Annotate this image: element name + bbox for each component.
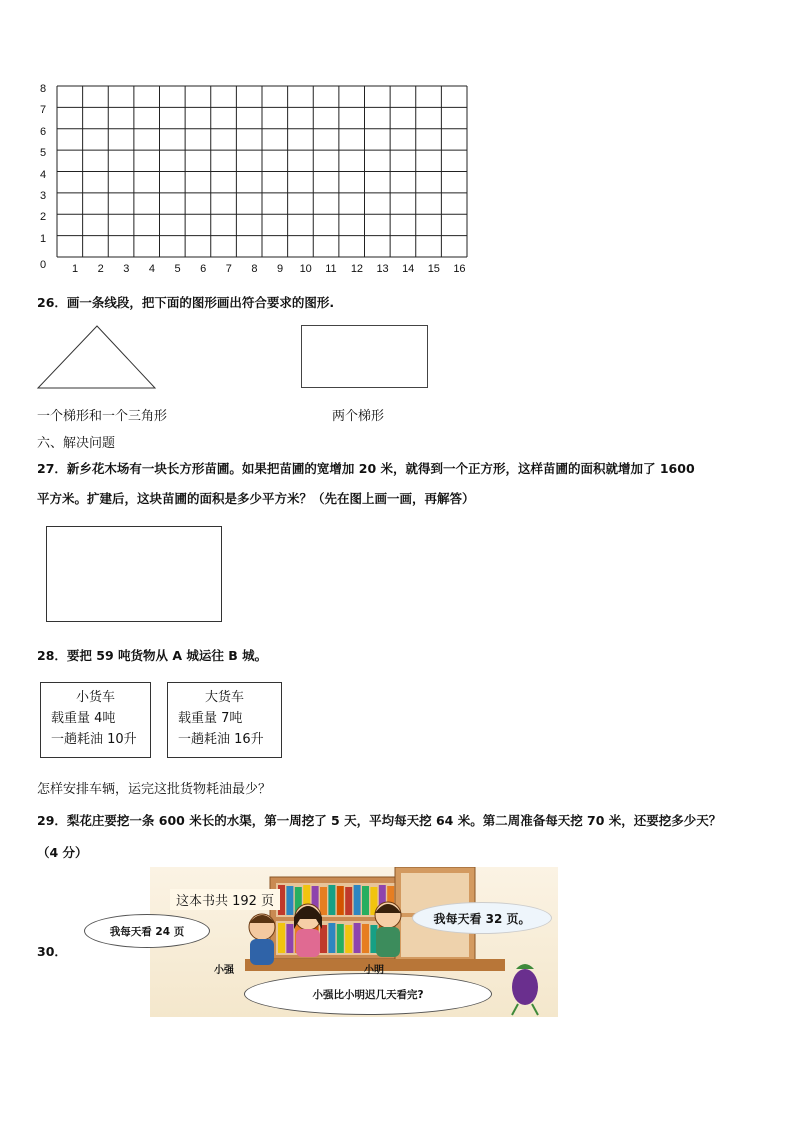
grid-x-label: 1 [71,263,79,275]
label-trapezoid-triangle: 一个梯形和一个三角形 [37,409,168,424]
grid-x-label: 16 [453,263,466,275]
grid-x-label: 13 [376,263,389,275]
big-truck-card [167,682,282,758]
question-28-question: 怎样安排车辆，运完这批货物耗油最少？ [37,782,272,797]
rectangle-figure [301,325,428,388]
small-truck-card [40,682,151,758]
name-xiaoming: 小明 [364,965,384,976]
question-26-text: 26．画一条线段，把下面的图形画出符合要求的图形. [37,295,335,310]
small-truck-title: 小货车 [75,690,115,705]
grid-y-label: 7 [40,104,47,117]
grid-x-label: 5 [174,263,181,275]
big-truck-load: 载重量 7吨 [178,711,243,726]
grid-x-label: 2 [97,263,104,275]
grid-x-label: 8 [251,263,258,275]
reading-illustration [109,867,558,1017]
grid-y-label: 2 [40,211,47,224]
question-28-text: 28．要把 59 吨货物从 A 城运往 B 城。 [37,648,268,663]
grid-x-label: 15 [427,263,440,275]
speech-bubble-question: 小强比小明迟几天看完? [244,973,492,1015]
grid-y-label: 3 [40,190,47,202]
grid-x-label: 10 [299,263,312,275]
question-29-line1: 29．梨花庄要挖一条 600 米长的水渠，第一周挖了 5 天，平均每天挖 64 米。第二周准备每天挖 70 米，还要挖多少天？ [37,813,722,828]
grid-y-label: 5 [40,147,47,160]
grid-x-label: 12 [350,263,364,275]
grid-x-label: 3 [123,263,130,275]
nursery-rectangle [46,526,222,622]
big-truck-title: 大货车 [204,690,244,705]
grid-y-label: 0 [40,259,47,271]
grid-x-label: 4 [148,263,155,275]
section-title: 六、解决问题 [37,436,116,451]
grid-x-label: 6 [200,263,207,275]
speech-bubble-xiaoming: 我每天看 32 页。 [412,902,552,934]
grid-x-label: 14 [402,263,415,275]
question-27-line1: 27．新乡花木场有一块长方形苗圃。如果把苗圃的宽增加 20 米，就得到一个正方形，这样苗圃的面积就增加了 1600 [37,461,695,476]
grid-y-label: 1 [40,232,47,245]
grid-x-label: 7 [225,263,232,275]
question-27-line2: 平方米。扩建后，这块苗圃的面积是多少平方米？（先在图上画一画，再解答） [37,491,475,506]
grid-y-label: 6 [40,125,47,138]
grid-y-label: 8 [40,83,47,95]
big-truck-fuel: 一趟耗油 16升 [178,732,264,747]
speech-bubble-xiaoqiang: 我每天看 24 页 [84,914,210,948]
small-truck-load: 载重量 4吨 [51,711,116,726]
book-pages-sign: 这本书共 192 页 [170,889,280,910]
question-30-number: 30． [37,944,67,959]
name-xiaoqiang: 小强 [214,965,234,976]
label-two-trapezoids: 两个梯形 [332,409,385,424]
coordinate-grid [56,85,468,258]
question-29-line2: （4 分） [37,845,88,860]
grid-x-label: 9 [276,263,284,275]
triangle-figure [36,323,158,391]
grid-x-label: 11 [325,263,337,275]
grid-y-label: 4 [40,168,47,181]
small-truck-fuel: 一趟耗油 10升 [51,732,137,747]
